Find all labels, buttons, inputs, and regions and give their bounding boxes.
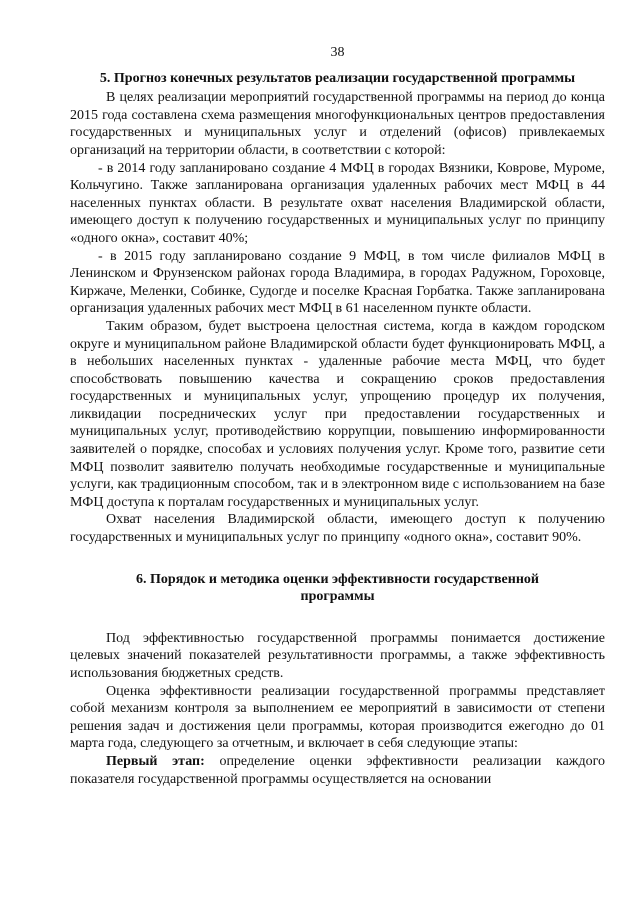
section-5-paragraph-1: В целях реализации мероприятий государственной программы на период до конца 2015 года составлена схема размещения многофункциональных центров предоставления государственных и муниципальных услуг и отделений (офисов) привлекаемых организаций на территории области, в соответствии с которой: [70,90,605,158]
section-5-heading: 5. Прогноз конечных результатов реализации государственной программы [99,70,576,86]
section-5-paragraph-2014: - в 2014 году запланировано создание 4 МФЦ в городах Вязники, Коврове, Муроме, Кольчугино. Также запланирована организация удаленных рабочих мест МФЦ в 44 населенных пунктах области. В результате охват населения Владимирской области, имеющего доступ к получению государственных и муниципальных услуг по принципу «одного окна», составит 40%; [70,160,605,246]
section-6-heading-line-1: 6. Порядок и методика оценки эффективности государственной [136,571,539,587]
first-stage-label: Первый этап: [106,753,205,769]
section-5-paragraph-coverage: Охват населения Владимирской области, имеющего доступ к получению государственных и муниципальных услуг по принципу «одного окна», составит 90%. [70,512,605,546]
first-stage-text: определение оценки эффективности реализации каждого показателя государственной программы осуществляется на основании [70,753,605,787]
page-number: 38 [330,45,345,60]
section-5-paragraph-2015: - в 2015 году запланировано создание 9 МФЦ, в том числе филиалов МФЦ в Ленинском и Фрунзенском районах города Владимира, в городах Радужном, Гороховце, Киржаче, Меленки, Собинке, Судогде и поселке Красная Горбатка. Также запланирована организация удаленных рабочих мест МФЦ в 61 населенном пункте области. [70,248,605,317]
section-6-paragraph-3 [70,753,605,788]
section-6-heading-line-2: программы [300,589,375,605]
section-6-paragraph-1: Под эффективностью государственной программы понимается достижение целевых значений показателей результативности программы, а также эффективность использования бюджетных средств. [70,630,605,681]
document-page [70,44,605,788]
section-5-paragraph-summary: Таким образом, будет выстроена целостная система, когда в каждом городском округе и муниципальном районе Владимирской области будет функционировать МФЦ, а в небольших населенных пунктах - удаленные рабочие места МФЦ, что будет способствовать повышению качества и сокращению сроков предоставления государственных и муниципальных услуг, упрощению процедур их получения, ликвидации посреднических услуг при предоставлении государственных и муниципальных услуг, противодействию коррупции, повышению информированности заявителей о порядке, способах и условиях получения услуг. Кроме того, развитие сети МФЦ позволит заявителю получать необходимые государственные и муниципальные услуги, как традиционным способом, так и в электронном виде с использованием на базе МФЦ доступа к порталам государственных и муниципальных услуг. [70,318,605,510]
section-6-paragraph-2: Оценка эффективности реализации государственной программы представляет собой механизм контроля за выполнением ее мероприятий в зависимости от степени решения задач и достижения цели программы, которая производится ежегодно до 01 марта года, следующего за отчетным, и включает в себя следующие этапы: [70,683,605,752]
section-6-heading [70,571,605,606]
